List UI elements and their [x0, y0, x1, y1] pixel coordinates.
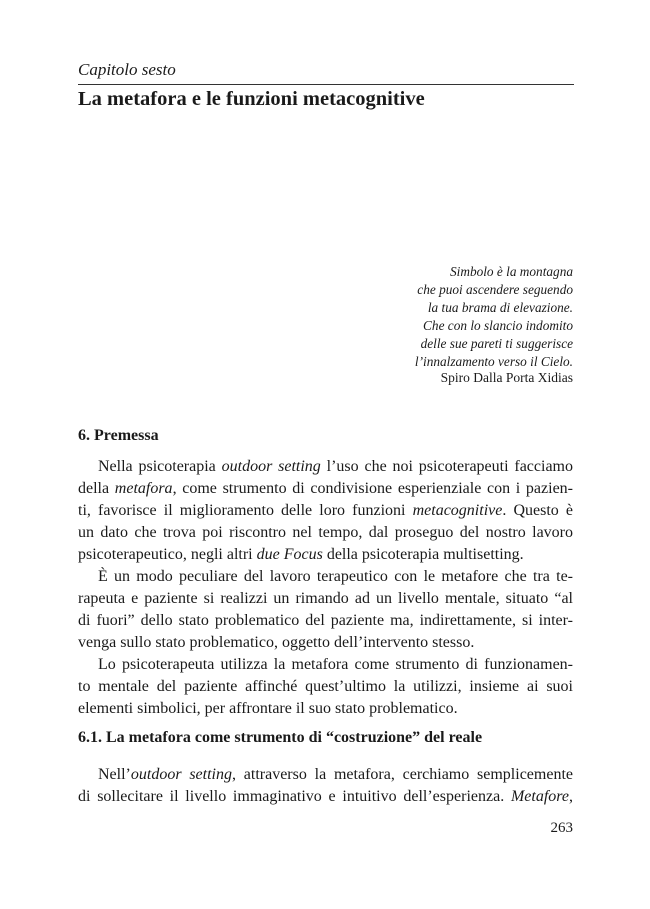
text-segment: l’uso che noi psicoterapeuti facciamo [320, 458, 573, 475]
italic-text: metafora [114, 480, 173, 497]
text-segment: Lo psicoterapeuta utilizza la metafora come strumento di funzionamen- [98, 656, 573, 673]
text-line [78, 633, 573, 653]
text-line [98, 567, 573, 587]
text-segment: venga sullo stato problematico, oggetto dell’intervento stesso. [78, 634, 475, 651]
epigraph-line: l’innalzamento verso il Cielo. [414, 354, 573, 369]
section-heading: 6. Premessa [78, 427, 159, 444]
section-heading: 6.1. La metafora come strumento di “costruzione” del reale [78, 729, 483, 746]
text-line [78, 677, 573, 697]
page-number: 263 [550, 820, 573, 836]
epigraph-line: la tua brama di elevazione. [427, 300, 573, 315]
text-line [78, 545, 573, 565]
text-line [78, 611, 573, 631]
epigraph-line: delle sue pareti ti suggerisce [420, 336, 573, 351]
chapter-title: La metafora e le funzioni metacognitive [78, 88, 425, 110]
text-line [78, 589, 573, 609]
chapter-label: Capitolo sesto [78, 60, 176, 79]
text-segment: della [78, 480, 115, 497]
text-segment: Nella psicoterapia [98, 458, 222, 475]
text-segment: Nell’ [98, 766, 131, 783]
text-segment: rapeuta e paziente si realizzi un rimando ad un livello mentale, situato “al [78, 590, 573, 607]
header-rule [78, 84, 574, 85]
text-segment: di fuori” dello stato problematico del paziente ma, indirettamente, si inter- [78, 612, 573, 629]
text-segment: elementi simbolici, per affrontare il suo stato problematico. [78, 700, 458, 717]
epigraph-line: Simbolo è la montagna [450, 264, 573, 279]
italic-text: due Focus [256, 546, 323, 563]
epigraph-line: Che con lo slancio indomito [423, 318, 573, 333]
text-segment: , attraverso la metafora, cerchiamo semplicemente [232, 766, 573, 783]
italic-text: outdoor setting [221, 458, 321, 475]
italic-text: Metafore [510, 788, 569, 805]
text-line [78, 523, 573, 543]
text-segment: to mentale del paziente affinché quest’ultimo la utilizzi, insieme ai suoi [78, 678, 573, 695]
text-segment: un dato che trova poi riscontro nel tempo, dal proseguo del nostro lavoro [78, 524, 573, 541]
text-segment: psicoterapeutico, negli altri [78, 546, 257, 563]
epigraph-line: che puoi ascendere seguendo [417, 282, 573, 297]
text-line [78, 479, 573, 499]
text-segment: ti, favorisce il miglioramento delle loro funzioni [78, 502, 413, 519]
italic-text: metacognitive [412, 502, 503, 519]
text-line [78, 787, 573, 807]
text-segment: . Questo è [502, 502, 573, 519]
text-segment: , [569, 788, 573, 805]
text-line [78, 501, 573, 521]
text-segment: , come strumento di condivisione esperienziale con i pazien- [172, 480, 573, 497]
epigraph-attribution: Spiro Dalla Porta Xidias [440, 370, 573, 385]
text-segment: È un modo peculiare del lavoro terapeutico con le metafore che tra te- [98, 568, 573, 585]
text-line [78, 699, 573, 719]
text-line [98, 457, 573, 477]
italic-text: outdoor setting [130, 766, 232, 783]
text-segment: di sollecitare il livello immaginativo e intuitivo dell’esperienza. [78, 788, 511, 805]
text-line [98, 765, 573, 785]
text-segment: della psicoterapia multisetting. [322, 546, 524, 563]
text-line [98, 655, 573, 675]
